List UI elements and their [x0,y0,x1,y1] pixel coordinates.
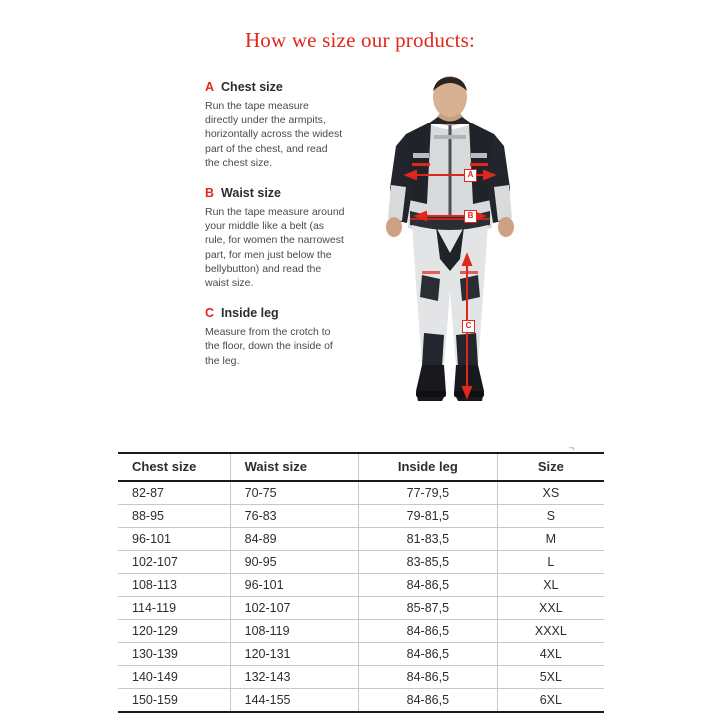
instruction-waist-letter: B [205,186,215,201]
model-figure [350,75,550,430]
instruction-waist-title: Waist size [221,186,282,201]
chest-measure-marker: A [464,169,477,182]
cell-waist-size: 84-89 [230,528,358,551]
cell-inside-leg: 83-85,5 [358,551,497,574]
cell-waist-size: 144-155 [230,689,358,713]
cell-size: XL [497,574,604,597]
cell-waist-size: 90-95 [230,551,358,574]
instruction-waist [205,186,345,290]
cell-chest-size: 82-87 [118,481,230,505]
instruction-inside-leg [205,306,345,368]
cell-chest-size: 130-139 [118,643,230,666]
instruction-inside-leg-heading [205,306,345,321]
cell-chest-size: 102-107 [118,551,230,574]
cell-inside-leg: 81-83,5 [358,528,497,551]
cell-size: M [497,528,604,551]
table-row [118,505,604,528]
cell-inside-leg: 84-86,5 [358,689,497,713]
cell-size: L [497,551,604,574]
cell-chest-size: 114-119 [118,597,230,620]
table-row [118,551,604,574]
cell-inside-leg: 84-86,5 [358,643,497,666]
cell-chest-size: 108-113 [118,574,230,597]
table-row [118,597,604,620]
instruction-waist-body: Run the tape measure around your middle like a belt (as rule, for women the narrowest part, for men just below the bellybutton) and read the waist size. [205,206,345,290]
cell-inside-leg: 84-86,5 [358,666,497,689]
cell-size: 6XL [497,689,604,713]
instruction-inside-leg-letter: C [205,306,215,321]
header-waist-size: Waist size [230,453,358,481]
cell-waist-size: 76-83 [230,505,358,528]
header-size: Size [497,453,604,481]
table-row [118,481,604,505]
cell-size: S [497,505,604,528]
table-row [118,666,604,689]
corner-mark: ¬ [568,443,574,453]
table-header-row [118,453,604,481]
cell-size: XS [497,481,604,505]
table-row [118,689,604,713]
table-row [118,643,604,666]
cell-size: 4XL [497,643,604,666]
table-row [118,574,604,597]
instruction-inside-leg-title: Inside leg [221,306,279,321]
cell-size: 5XL [497,666,604,689]
cell-chest-size: 150-159 [118,689,230,713]
model-illustration [350,75,550,430]
cell-inside-leg: 85-87,5 [358,597,497,620]
instruction-chest [205,80,345,170]
cell-waist-size: 102-107 [230,597,358,620]
header-chest-size: Chest size [118,453,230,481]
cell-waist-size: 70-75 [230,481,358,505]
table-row [118,620,604,643]
cell-chest-size: 96-101 [118,528,230,551]
page-title: How we size our products: [244,28,476,52]
instruction-chest-heading [205,80,345,95]
inside-leg-measure-marker: C [462,320,475,333]
instructions-panel [205,80,345,384]
table-row [118,528,604,551]
cell-inside-leg: 84-86,5 [358,620,497,643]
cell-waist-size: 108-119 [230,620,358,643]
instruction-chest-title: Chest size [221,80,283,94]
instruction-chest-letter: A [205,80,215,94]
header-inside-leg: Inside leg [358,453,497,481]
waist-measure-marker: B [464,210,477,223]
cell-waist-size: 132-143 [230,666,358,689]
size-table [118,452,604,713]
cell-inside-leg: 77-79,5 [358,481,497,505]
instruction-inside-leg-body: Measure from the crotch to the floor, down the inside of the leg. [205,326,333,367]
cell-waist-size: 120-131 [230,643,358,666]
size-table-wrapper [118,443,604,713]
cell-size: XXL [497,597,604,620]
cell-waist-size: 96-101 [230,574,358,597]
cell-size: XXXL [497,620,604,643]
instruction-waist-heading [205,186,345,201]
cell-chest-size: 88-95 [118,505,230,528]
cell-inside-leg: 84-86,5 [358,574,497,597]
cell-chest-size: 140-149 [118,666,230,689]
instruction-chest-body: Run the tape measure directly under the armpits, horizontally across the widest part of the chest, and read the chest size. [205,100,343,169]
cell-chest-size: 120-129 [118,620,230,643]
cell-inside-leg: 79-81,5 [358,505,497,528]
